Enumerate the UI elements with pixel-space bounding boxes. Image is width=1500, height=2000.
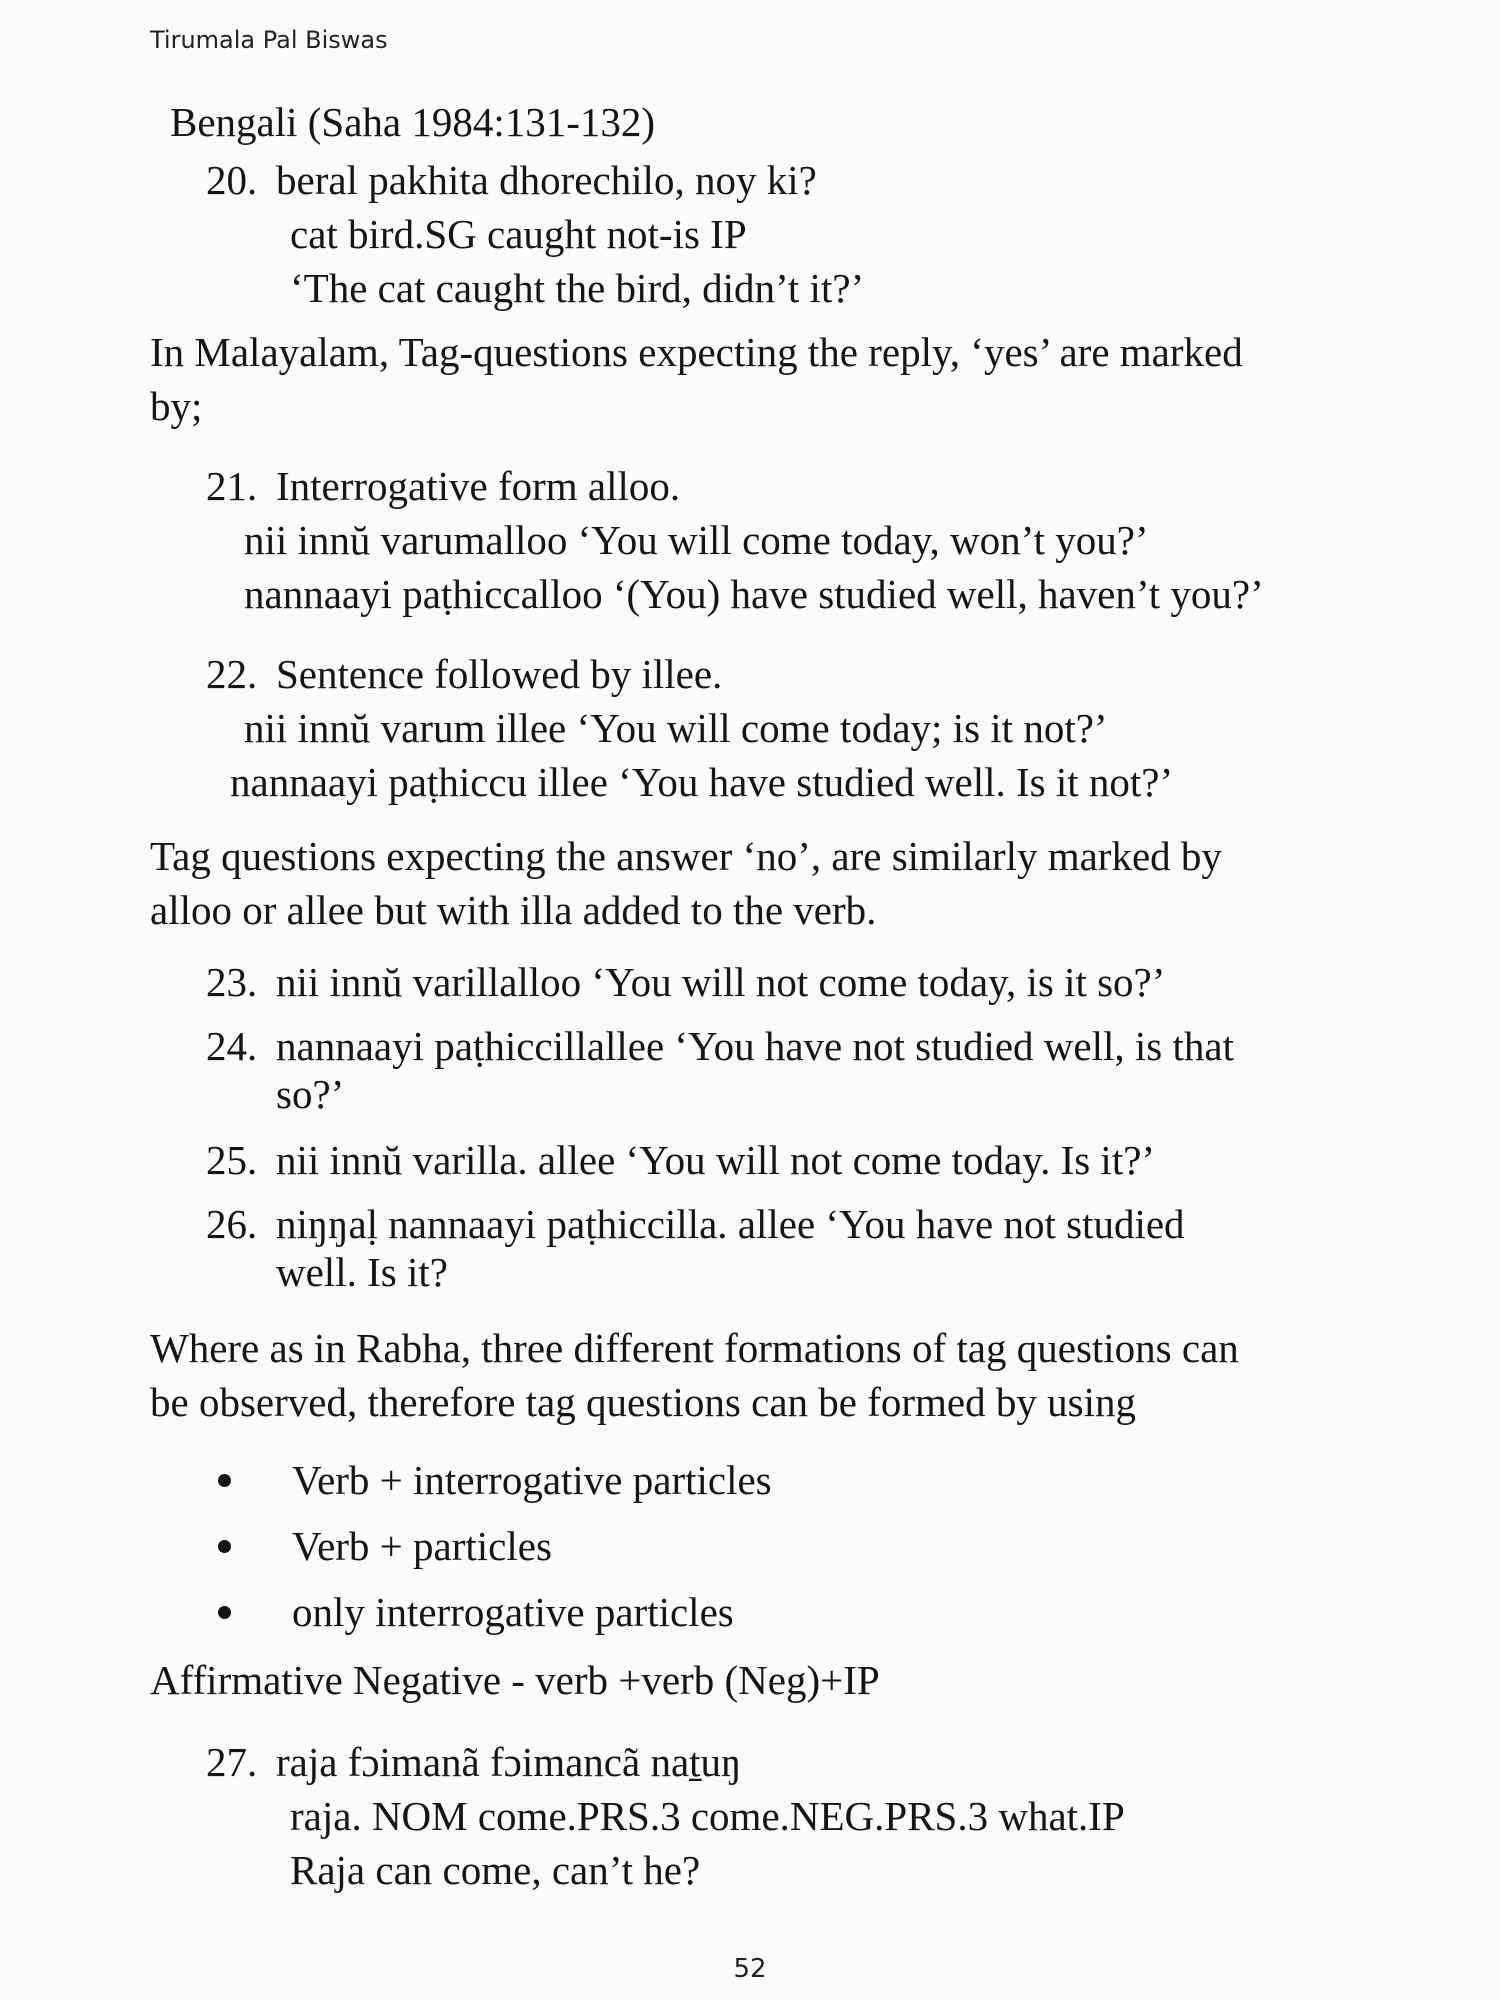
example-22-line-1: nii innŭ varum illee ‘You will come today; is it not?’ bbox=[244, 705, 1108, 751]
bullet-icon bbox=[218, 1540, 231, 1553]
example-text: nii innŭ varilla. allee ‘You will not come today. Is it?’ bbox=[276, 1137, 1156, 1183]
list-item-text: Verb + particles bbox=[292, 1523, 552, 1569]
no-tag-line-2: alloo or allee but with illa added to the verb. bbox=[150, 887, 877, 933]
example-21-line-1: nii innŭ varumalloo ‘You will come today, won’t you?’ bbox=[244, 517, 1149, 563]
running-header-author: Tirumala Pal Biswas bbox=[150, 26, 388, 54]
example-27-gloss: raja. NOM come.PRS.3 come.NEG.PRS.3 what.IP bbox=[290, 1793, 1125, 1839]
example-24-continuation: so?’ bbox=[276, 1071, 345, 1117]
example-27-translation: Raja can come, can’t he? bbox=[290, 1847, 701, 1893]
malayalam-intro-line-2: by; bbox=[150, 383, 203, 429]
example-number: 26. bbox=[206, 1201, 258, 1247]
rabha-intro-line-2: be observed, therefore tag questions can be formed by using bbox=[150, 1379, 1136, 1425]
example-24 bbox=[206, 1020, 1234, 1072]
bullet-icon bbox=[218, 1474, 231, 1487]
example-26-continuation: well. Is it? bbox=[276, 1249, 448, 1295]
example-21-line-2: nannaayi paṭhiccalloo ‘(You) have studied well, haven’t you?’ bbox=[244, 571, 1264, 617]
no-tag-line-1: Tag questions expecting the answer ‘no’, are similarly marked by bbox=[150, 833, 1222, 879]
malayalam-intro-line-1: In Malayalam, Tag-questions expecting the reply, ‘yes’ are marked bbox=[150, 329, 1243, 375]
example-23 bbox=[206, 956, 1165, 1008]
example-20-gloss: cat bird.SG caught not-is IP bbox=[290, 211, 747, 257]
example-22-line-2: nannaayi paṭhiccu illee ‘You have studied well. Is it not?’ bbox=[230, 759, 1174, 805]
example-number: 23. bbox=[206, 959, 258, 1005]
example-text: beral pakhita dhorechilo, noy ki? bbox=[276, 157, 817, 203]
example-text: Interrogative form alloo. bbox=[276, 463, 681, 509]
example-text: raja fɔimanã fɔimancã naṯuŋ bbox=[276, 1739, 742, 1785]
example-number: 20. bbox=[206, 157, 258, 203]
example-26 bbox=[206, 1198, 1185, 1250]
example-number: 24. bbox=[206, 1023, 258, 1069]
example-21 bbox=[206, 460, 680, 512]
example-20 bbox=[206, 154, 817, 206]
rabha-intro-line-1: Where as in Rabha, three different formations of tag questions can bbox=[150, 1325, 1239, 1371]
example-text: nii innŭ varillalloo ‘You will not come today, is it so?’ bbox=[276, 959, 1166, 1005]
example-27 bbox=[206, 1736, 741, 1788]
example-20-translation: ‘The cat caught the bird, didn’t it?’ bbox=[290, 265, 865, 311]
page-number: 52 bbox=[733, 1954, 767, 1984]
bullet-icon bbox=[218, 1606, 231, 1619]
example-number: 27. bbox=[206, 1739, 258, 1785]
list-item-text: Verb + interrogative particles bbox=[292, 1457, 772, 1503]
example-number: 22. bbox=[206, 651, 258, 697]
affirmative-negative-line: Affirmative Negative - verb +verb (Neg)+IP bbox=[150, 1657, 880, 1703]
example-text: nannaayi paṭhiccillallee ‘You have not studied well, is that bbox=[276, 1023, 1234, 1069]
example-number: 21. bbox=[206, 463, 258, 509]
example-text: niŋŋaḷ nannaayi paṭhiccilla. allee ‘You have not studied bbox=[276, 1201, 1185, 1247]
example-22 bbox=[206, 648, 722, 700]
example-25 bbox=[206, 1134, 1155, 1186]
example-text: Sentence followed by illee. bbox=[276, 651, 723, 697]
bengali-heading: Bengali (Saha 1984:131-132) bbox=[170, 99, 656, 145]
example-number: 25. bbox=[206, 1137, 258, 1183]
list-item-text: only interrogative particles bbox=[292, 1589, 734, 1635]
